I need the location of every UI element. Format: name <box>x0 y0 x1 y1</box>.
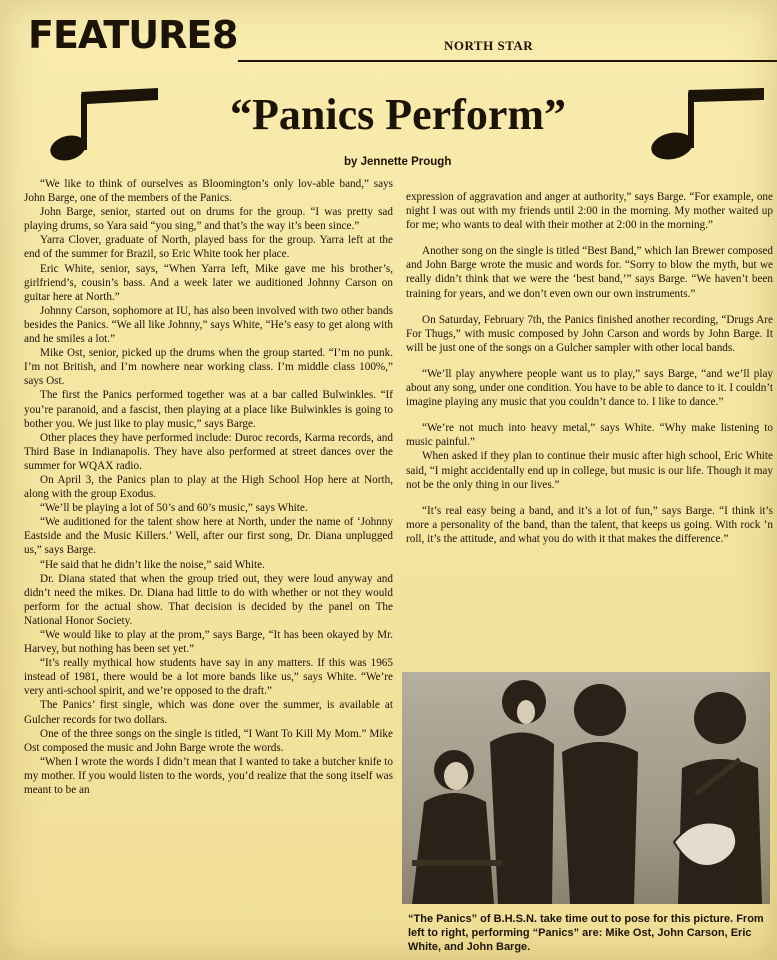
right-column <box>406 190 773 546</box>
paragraph: Yarra Clover, graduate of North, played bass for the group. Yarra left at the end of the summer for Brazil, so Eric White took her place. <box>24 234 393 261</box>
paragraph: Dr. Diana stated that when the group tried out, they were loud anyway and didn’t need the mikes. Dr. Diana had little to do with whether or not they would perform for the actual show. That decision is decided by the panel on The National Honor Society. <box>24 572 393 627</box>
paragraph: On April 3, the Panics plan to play at the High School Hop here at North, along with the group Exodus. <box>24 473 393 501</box>
paragraph: “When I wrote the words I didn’t mean that I wanted to take a butcher knife to my mother. If you would listen to the words, you’d realize that the song itself was meant to be an <box>24 755 393 797</box>
paragraph: expression of aggravation and anger at authority,” says Barge. “For example, one night I was out with my friends until 2:00 in the morning. My mother waited up for me; who wants to deal with their mother at 2:00 in the morning.” <box>406 191 773 232</box>
headline: “Panics Perform” <box>230 90 566 139</box>
paragraph: The Panics’ first single, which was done over the summer, is available at Gulcher records for two dollars. <box>24 699 393 726</box>
page-header <box>0 0 777 68</box>
paragraph: Another song on the single is titled “Best Band,” which Ian Brewer composed and John Barge wrote the music and words for. “Sorry to blow the myth, but we really didn’t think that we were the ‘best band,’” says Barge. “We haven’t been training for years, and we don’t even own our own instruments.” <box>406 245 773 300</box>
paragraph: The first the Panics performed together was at a bar called Bulwinkles. “If you’re paranoid, and a fascist, then playing at a place like Bulwinkles is going to bother you. We just like to play music,” says Barge. <box>24 389 393 430</box>
band-photo <box>402 672 770 904</box>
paragraph: One of the three songs on the single is titled, “I Want To Kill My Mom.” Mike Ost composed the music and John Barge wrote the words. <box>24 727 393 754</box>
paragraph: “It’s real easy being a band, and it’s a lot of fun,” says Barge. “I think it’s more a personality of the band, than the talent, that keeps us going. With rock ’n roll, it’s the attitude, and what you do with it that makes the difference.” <box>406 504 773 545</box>
paragraph: “He said that he didn’t like the noise,” said White. <box>40 558 265 571</box>
paragraph: “We’ll be playing a lot of 50’s and 60’s music,” says White. <box>40 502 308 515</box>
paragraph: Eric White, senior, says, “When Yarra left, Mike gave me his brother’s, girlfriend’s, cousin’s bass. And a week later we auditioned Johnny Carson on guitar here at North.” <box>24 262 393 303</box>
paragraph: “We’re not much into heavy metal,” says White. “Why make listening to music painful.” <box>406 422 773 449</box>
paragraph: On Saturday, February 7th, the Panics finished another recording, “Drugs Are For Thugs,” with music composed by John Carson and words by John Barge. It will be just one of the songs on a Gulcher sampler with other local bands. <box>406 313 773 354</box>
byline: by Jennette Prough <box>344 156 452 168</box>
photo-caption: “The Panics” of B.H.S.N. take time out to pose for this picture. From left to right, performing “Panics” are: Mike Ost, John Carson, Eric White, and John Barge. <box>408 913 764 953</box>
music-note-icon <box>648 86 766 164</box>
paragraph: “We auditioned for the talent show here at North, under the name of ‘Johnny Eastside and the Music Killers.’ Well, after our first song, Dr. Diana unplugged us,” says Barge. <box>24 516 393 557</box>
paragraph: “We like to think of ourselves as Bloomington’s only lov-able band,” says John Barge, one of the members of the Panics. <box>24 178 393 205</box>
page-number: 8 <box>212 13 239 57</box>
paragraph: “It’s really mythical how students have say in any matters. If this was 1965 instead of 1981, there would be a lot more bands like us,” says White. “We’re very anti-school spirit, and we’re opposed to the draft.” <box>24 657 393 698</box>
paragraph: Mike Ost, senior, picked up the drums when the group started. “I’m no punk. I’m not British, and I’m nowhere near working class. I’m middle class 100%,” says Ost. <box>24 347 393 388</box>
left-column <box>24 177 393 797</box>
music-note-icon <box>48 86 160 164</box>
paragraph: “We would like to play at the prom,” says Barge, “It has been okayed by Mr. Harvey, but nothing has been set yet.” <box>24 629 393 656</box>
section-title: FEATURE <box>28 13 212 57</box>
header-rule <box>238 60 777 62</box>
paragraph: John Barge, senior, started out on drums for the group. “I was pretty sad playing drums, so Yara said “you sing,” and that’s the way it’s been since.” <box>24 206 393 233</box>
paragraph: Other places they have performed include: Duroc records, Karma records, and Third Base in Indianapolis. They have also performed at street dances over the summer for WQAX radio. <box>24 431 393 472</box>
paragraph: When asked if they plan to continue their music after high school, Eric White said, “I might accidentally end up in college, but music is our life. Though it may not be the only thing in our lives.” <box>406 450 773 491</box>
paper-name: NORTH STAR <box>444 38 534 53</box>
paragraph: “We’ll play anywhere people want us to play,” says Barge, “and we’ll play about any song, under one condition. You have to be able to dance to it. I couldn’t imagine playing any music that you couldn’t dance to. I like to dance.” <box>406 367 773 409</box>
paragraph: Johnny Carson, sophomore at IU, has also been involved with two other bands besides the Panics. “We all like Johnny,” says White, “He’s easy to get along with and he smiles a lot.” <box>24 304 393 346</box>
